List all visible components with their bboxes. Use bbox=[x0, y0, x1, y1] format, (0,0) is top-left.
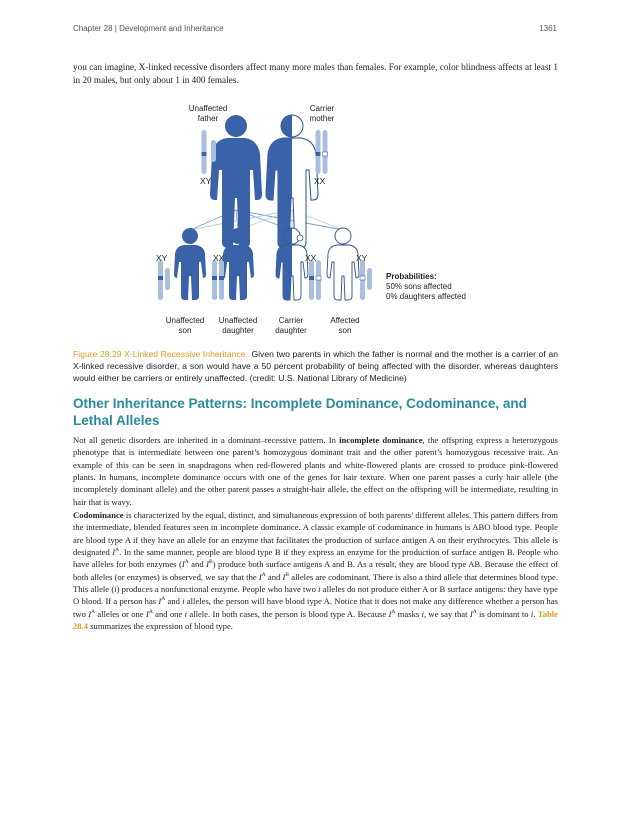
figure-number: Figure 28.29 X-Linked Recessive Inheritance bbox=[73, 349, 246, 359]
term-codominance: Codominance bbox=[73, 510, 124, 520]
child-1-label: Unaffected son bbox=[165, 316, 205, 335]
paragraph-incomplete-dominance: Not all genetic disorders are inherited in a dominant–recessive pattern. In incomplete dominance, the offspring express a heterozygous phenotype that is intermediate between one parent’s homozygous dominant trait and the other parent’s homozygous recessive trait. An example of this can be seen in snapdragons when red-flowered plants and white-flowered plants are crossed to produce pink-flowered plants. In humans, incomplete dominance occurs with one of the genes for hair texture. When one parent passes a curly hair allele (the incompletely dominant allele) and the other parent passes a straight-hair allele, the effect on the offspring will be intermediate, resulting in hair that is wavy. bbox=[73, 435, 558, 507]
father-figure bbox=[210, 115, 262, 248]
term-incomplete-dominance: incomplete dominance bbox=[339, 435, 423, 445]
inheritance-figure bbox=[150, 100, 490, 340]
child-4-chromosomes: XY bbox=[356, 253, 368, 263]
child-affected-son bbox=[327, 228, 359, 300]
child-3-chromosomes: XX bbox=[305, 253, 317, 263]
child-unaffected-son bbox=[174, 228, 206, 300]
intro-paragraph: you can imagine, X-linked recessive disorders affect many more males than females. For example, color blindness affects at least 1 in 20 males, but only about 1 in 400 females. bbox=[73, 62, 558, 85]
probabilities-box: Probabilities: 50% sons affected 0% daughters affected bbox=[386, 272, 466, 301]
father-label: Unaffected father bbox=[188, 104, 228, 123]
page-number: 1361 bbox=[539, 24, 557, 33]
mother-chromosomes bbox=[316, 130, 328, 174]
table-28-4-link[interactable]: Table 28.4 bbox=[73, 608, 558, 632]
page-header bbox=[73, 24, 557, 33]
mother-chromosome-label: XX bbox=[314, 176, 326, 186]
inheritance-lines bbox=[190, 210, 343, 230]
pedigree-diagram bbox=[150, 100, 490, 340]
child-2-label: Unaffected daughter bbox=[218, 316, 258, 335]
father-chromosome-label: XY bbox=[200, 176, 212, 186]
probabilities-title: Probabilities: bbox=[386, 272, 437, 281]
child-1-chromosomes: XY bbox=[156, 253, 168, 263]
section-heading: Other Inheritance Patterns: Incomplete Dominance, Codominance, and Lethal Alleles bbox=[73, 396, 527, 428]
caption-text: Given two parents in which the father is normal and the mother is a carrier of an X-linked recessive disorder, a son would have a 50 percent probability of being affected with the disorder, whereas daughters would either be carriers or entirely unaffected. (credit: U.S. National Library of Medicine) bbox=[73, 349, 558, 383]
chapter-title: Chapter 28 | Development and Inheritance bbox=[73, 24, 224, 33]
child-4-label: Affected son bbox=[330, 316, 360, 335]
child-2-chromosomes: XX bbox=[213, 253, 225, 263]
figure-caption bbox=[73, 349, 558, 384]
mother-label: Carrier mother bbox=[309, 104, 335, 123]
child-3-label: Carrier daughter bbox=[275, 316, 307, 335]
paragraph-codominance: Codominance is characterized by the equal, distinct, and simultaneous expression of both parents’ different alleles. This pattern differs from the intermediate, blended features seen in incomplete dominance. A classic example of codominance in humans is ABO blood type. People are blood type A if they have an allele for an enzyme that facilitates the production of surface antigen A on their erythrocytes. This allele is designated $I^A$. In the same manner, people are blood type B if they express an enzyme for the production of surface antigen B. People who have alleles for both enzymes ($I^A$ and $I^B$) produce both surface antigens A and B. As a result, they are blood type AB. Because the effect of both alleles (or enzymes) is observed, we say that the $I^A$ and $I^B$ alleles are codominant. There is also a third allele that determines blood type. This allele (i) produces a nonfunctional enzyme. People who have two i alleles do not produce either A or B surface antigens: they have type O blood. If a person has $I^A$ and i alleles, the person will have blood type A. Notice that it does not make any difference whether a person has two $I^A$ alleles or one $I^A$ and one i allele. In both cases, the person is blood type A. Because $I^A$ masks i, we say that $I^A$ is dominant to i. Table 28.4 summarizes the expression of blood type. bbox=[73, 510, 558, 632]
